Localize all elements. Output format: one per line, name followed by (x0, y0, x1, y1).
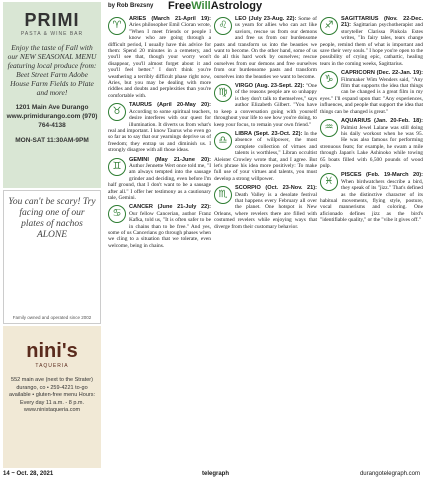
scorpio-icon: ♏ (214, 186, 232, 204)
page-footer (0, 470, 424, 480)
virgo-icon: ♍ (214, 84, 232, 102)
ninis-info: 552 main ave (next to the Strater) durango, co • 259-4221 to-go available • gluten-free menu Hours: Every day 11 a.m. - 8 p.m. www.ninistaqueria.com (9, 377, 95, 413)
pisces-icon: ♓ (320, 173, 338, 191)
ninis-logo: nini's (26, 340, 78, 362)
nachos-text: You can't be scary! Try facing one of our plates of nachos ALONE (8, 197, 96, 240)
sign-taurus: ♉ TAURUS (April 20-May 20): According to some spiritual teachers, desire interferes with our quest for illumination. It diverts us from what's real and important. I know Taurus who even go so far as to say that our yearnings deprive us of freedom; they entrap us and diminish us. I strongly disagree with all those ideas. (108, 102, 211, 154)
byline: by Rob Brezsny (108, 3, 154, 9)
taurus-icon: ♉ (108, 103, 126, 121)
sign-sagittarius: ♐ SAGITTARIUS (Nov. 22-Dec. 21): Sagittarian psychotherapist and storyteller Clarissa Pinkola Estes writes, "In fairy tales, tears change people, remind them of what is important and save their very souls." I hope you're open to the possibility of crying epic, cathartic, healing tears in the coming weeks, Sagittarius. (320, 16, 423, 67)
column-2 (214, 16, 317, 468)
column-3 (320, 16, 423, 468)
title-will: Will (191, 0, 211, 12)
column-title (108, 0, 422, 14)
title-astrology: Astrology (210, 0, 263, 12)
sign-libra: ♎ LIBRA (Sept. 23-Oct. 22): In the absence of willpower, the most complete collection of virtues and talents is worthless," Libran occultist Aleister Crowley wrote that, and I agree. But let's phrase his idea more positively: To make full use of your virtues and talents, you must develop a strong willpower. (214, 130, 317, 182)
primi-address: 1201 Main Ave Durango www.primidurango.com (970) 764-4138 (6, 104, 98, 129)
sign-capricorn: ♑ CAPRICORN (Dec. 22-Jan. 19): Filmmaker Wim Wenders said, "Any film that supports the idea that things can be changed is a great film in my eyes." I'll expand upon that: "Any experiences, influences, and people that support the idea that things can be changed is great." (320, 70, 423, 115)
sign-aquarius: ♒ AQUARIUS (Jan. 20-Feb. 18): Palmist Jewel Lalane was still doing his daily workout when he was 95. He was also famous for performing strenuous feats; for example, he swam a mile through Japan's Lake Ashinoko while towing 65 boats filled with 6,500 pounds of wood pulp. (320, 118, 423, 169)
primi-logo: PRIMI (24, 10, 80, 30)
leo-icon: ♌ (214, 17, 232, 35)
sign-pisces: ♓ PISCES (Feb. 19-March 20): When birdwatchers describe a bird, they speak of its "jizz." That's defined as the distinctive character of its habitual movements, flying style, posture, vocal mannerisms and coloring. One aficionado defines jizz as the bird's "identifiable quality," or the "vibe it gives off." (320, 172, 423, 224)
publication-name: telegraph (202, 471, 230, 477)
primi-text: Enjoy the taste of Fall with our NEW SEASONAL MENU featuring local produce from: Beet Street Farm Adobe House Farm Fields to Plate and more! (7, 43, 97, 97)
sign-cancer: ♋ CANCER (June 21-July 22): Our fellow Cancerian, author Franz Kafka, told us, "It is often safer to be in chains than to be free." And yes, some of us Cancerians go through phases when we cling to a situation that we tolerate, even welcome, being in chains. (108, 204, 211, 249)
page-number: 14 ~ Oct. 28, 2021 (3, 471, 54, 477)
sign-aries: ♈ ARIES (March 21-April 19): Aries philosopher Emil Cioran wrote, "When I meet friends or people I know who are going through a difficult period, I usually have this advice for them: Spend 20 minutes in a cemetery, and you'll see that, though your worry won't disappear, you'll almost forget about it and you'll feel better." I don't think you're weathering a terribly difficult phase right now, Aries, but you may be dealing with more riddles and doubts and perplexities than you're comfortable with. (108, 16, 211, 99)
gemini-icon: ♊ (108, 158, 126, 176)
aquarius-icon: ♒ (320, 119, 338, 137)
nachos-foot: Family owned and operated since 2002 (12, 315, 92, 320)
sign-virgo: ♍ VIRGO (Aug. 23-Sept. 22): "One of the reasons people are so unhappy is they don't talk to themselves," says author Elizabeth Gilbert. "You have to keep a conversation going with yourself throughout your life to see how you're doing, to keep your focus, to remain your own friend." (214, 83, 317, 128)
ninis-nachos-ad[interactable] (3, 190, 101, 324)
sign-scorpio: ♏ SCORPIO (Oct. 23-Nov. 21): Death Valley is a desolate festival that happens every February all over the planet. One hotspot is New Orleans, where revelers there are filled with costumed revelers while enjoying ways that diverge from their customary behavior. (214, 185, 317, 230)
title-free: Free (168, 0, 192, 12)
cancer-icon: ♋ (108, 205, 126, 223)
libra-icon: ♎ (214, 132, 232, 150)
primi-ad[interactable] (3, 2, 101, 188)
astrology-article (108, 0, 422, 470)
ninis-subtitle: TAQUERIA (35, 363, 69, 369)
horoscope-columns (108, 16, 422, 468)
ad-column (0, 0, 104, 470)
aries-icon: ♈ (108, 17, 126, 35)
sagittarius-icon: ♐ (320, 17, 338, 35)
primi-hours: MON-SAT 11:30AM-9PM (15, 137, 89, 144)
primi-subtitle: PASTA & WINE BAR (20, 31, 84, 37)
ninis-ad[interactable] (3, 326, 101, 468)
capricorn-icon: ♑ (320, 71, 338, 89)
website: durangotelegraph.com (359, 471, 420, 477)
sign-gemini: ♊ GEMINI (May 21-June 20): Author Jennette Wert once told me, "I am always tempted into the sausage grinder and deciding, even before I'm half ground, that I don't want to be a sausage after all." I offer her testimony as a cautionary tale, Gemini. (108, 156, 211, 201)
column-1 (108, 16, 211, 468)
sign-leo: ♌ LEO (July 23-Aug. 22): Some of us yearn for allies who can act like saviors, rescue us from our demons and free us from our burdensome pasts and transform us into the beauties we want to become. On the other hand, some of us do all this hard work by ourselves; rescue ourselves from our demons and free ourselves from our burdensome pasts and transform ourselves into the beauties we want to become. (214, 16, 317, 80)
